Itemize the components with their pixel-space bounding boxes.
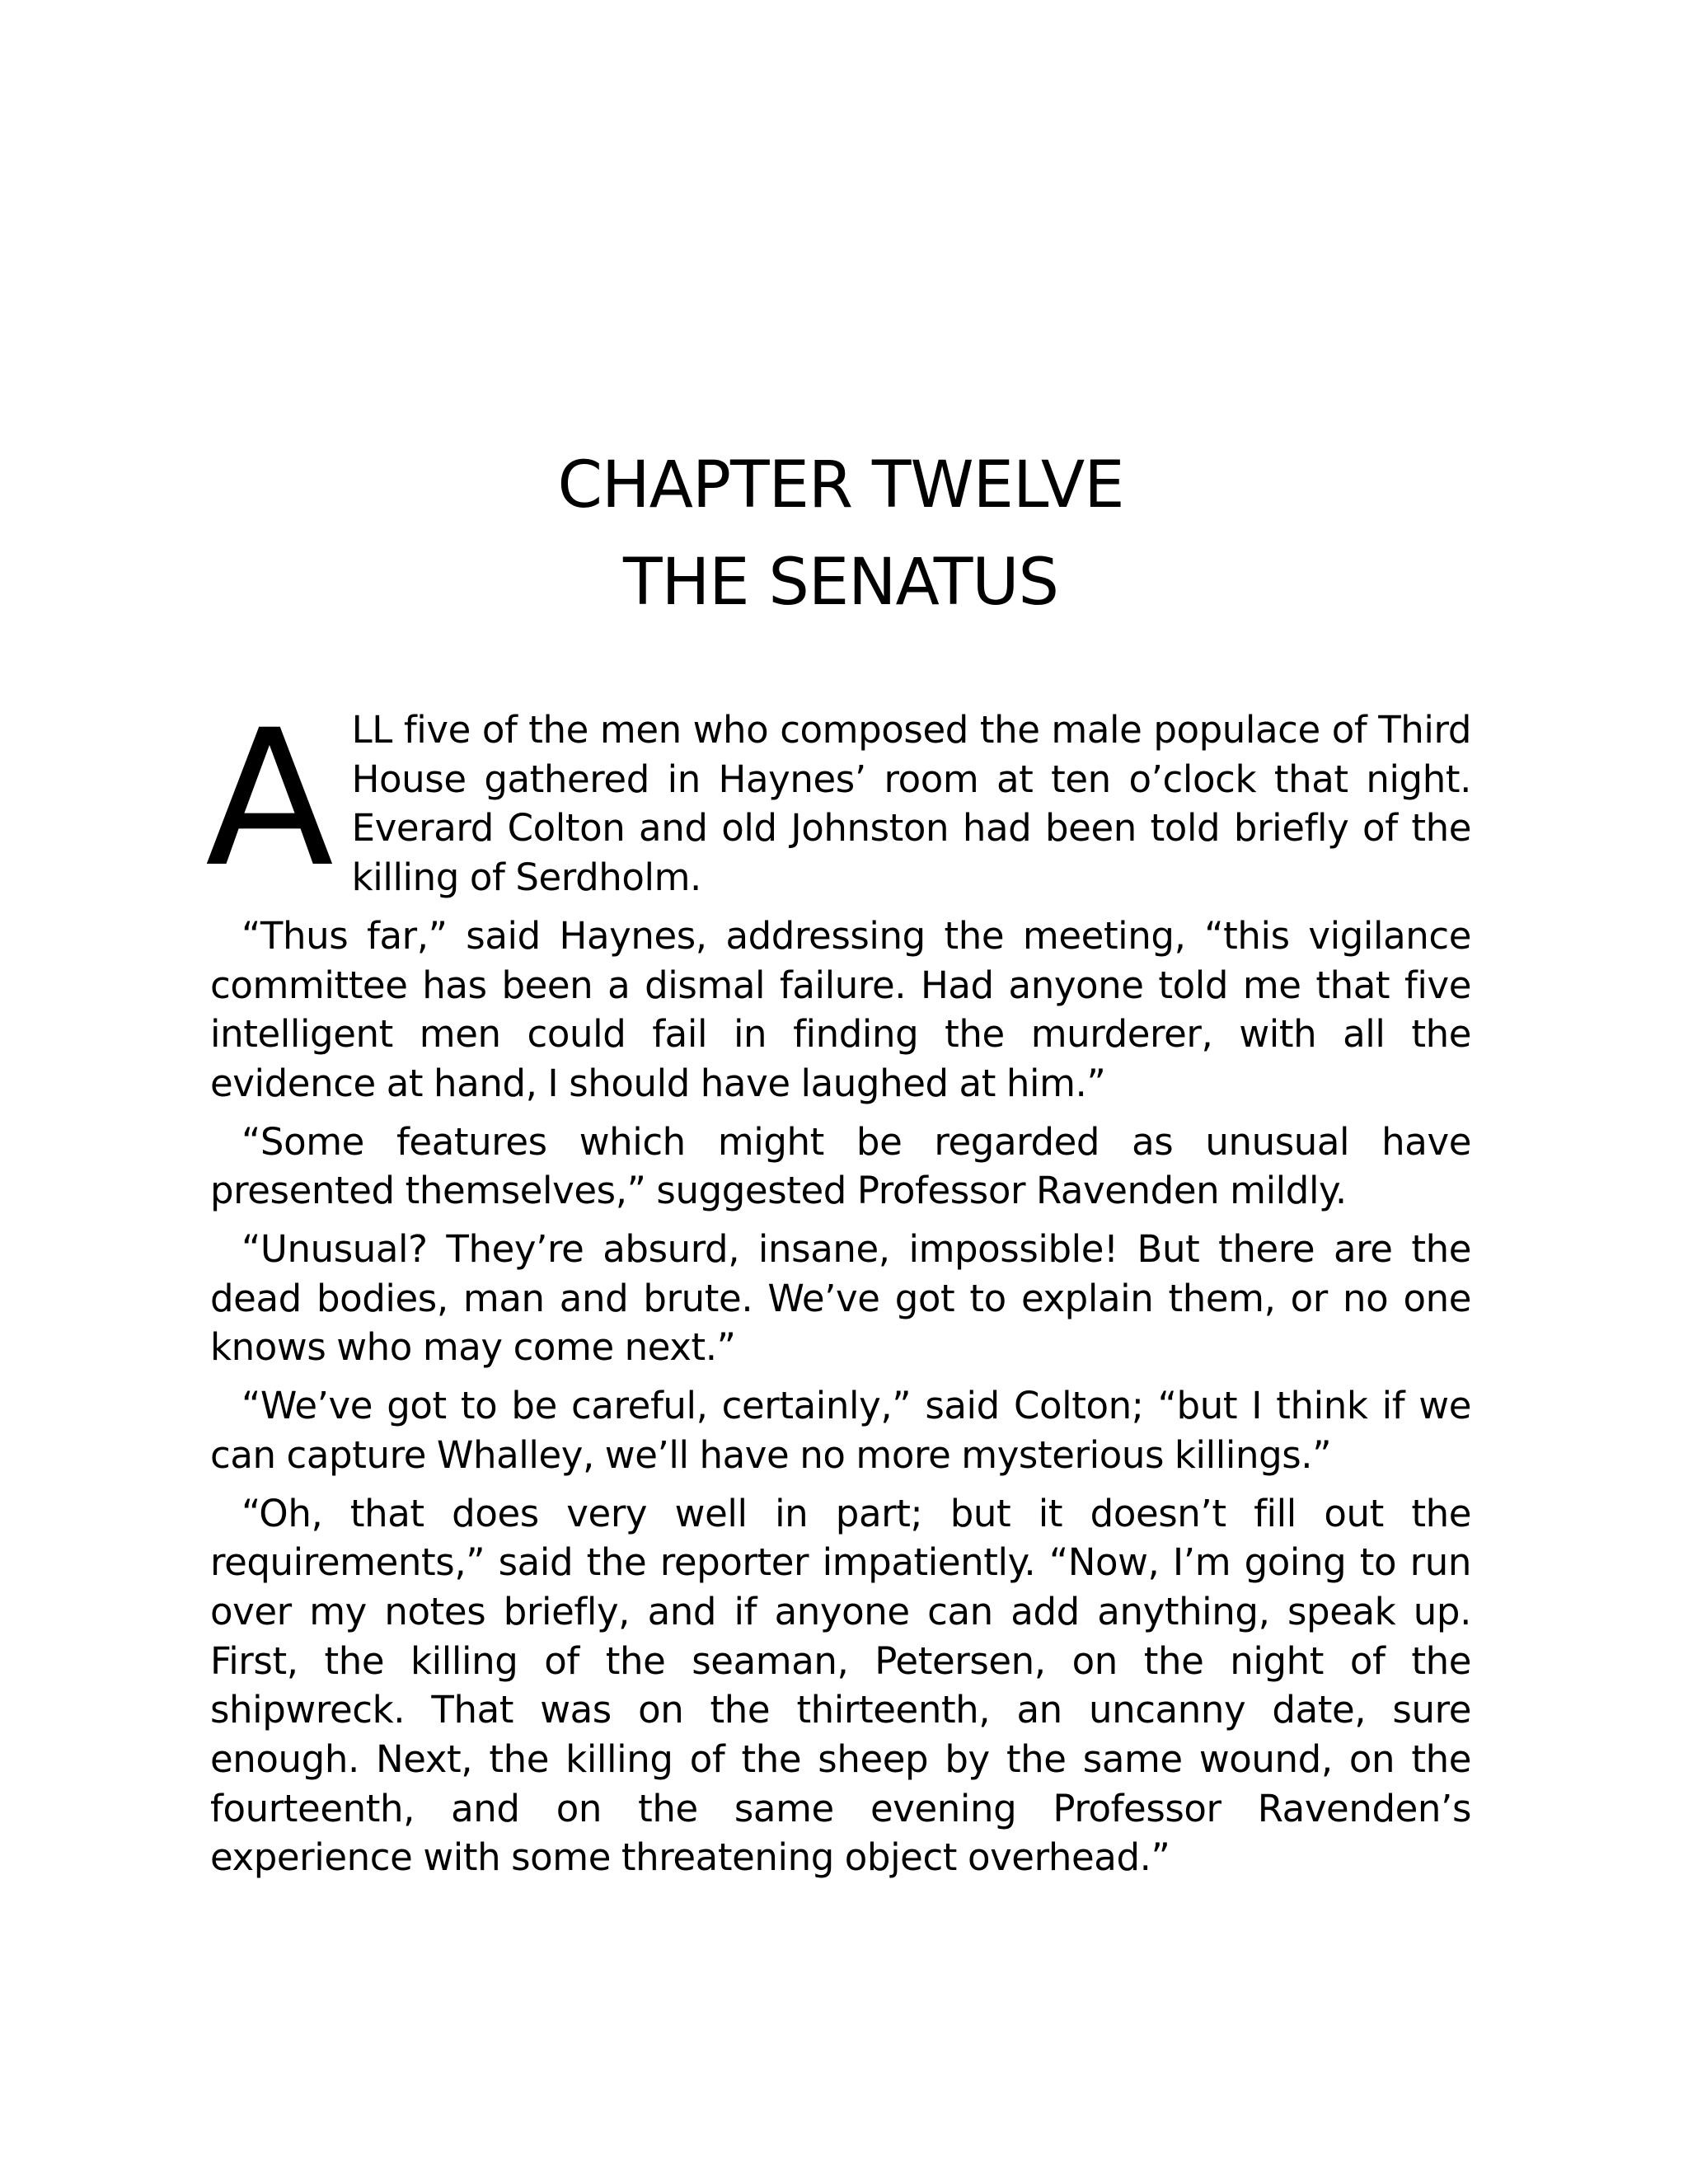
paragraph-1-text: LL five of the men who composed the male populace of Third House gathered in Haynes’ room at ten o’clock that night. Everard Colton and old Johnston had been told briefly of the killing of Serdholm. (351, 708, 1471, 900)
chapter-body (205, 689, 1471, 1891)
paragraph-1 (205, 689, 1471, 908)
paragraph-5: “We’ve got to be careful, certainly,” said Colton; “but I think if we can capture Whalley, we’ll have no more mysterious killings.” (210, 1384, 1471, 1477)
drop-cap: A (205, 689, 334, 908)
paragraph-6: “Oh, that does very well in part; but it doesn’t fill out the requirements,” said the reporter impatiently. “Now, I’m going to run over my notes briefly, and if anyone can add anything, speak up. First, the killing of the seaman, Petersen, on the night of the shipwreck. That was on the thirteenth, an uncanny date, sure enough. Next, the killing of the sheep by the same wound, on the fourteenth, and on the same evening Professor Ravenden’s experience with some threatening object overhead.” (210, 1491, 1471, 1880)
paragraph-4: “Unusual? They’re absurd, insane, impossible! But there are the dead bodies, man and brute. We’ve got to explain them, or no one knows who may come next.” (210, 1227, 1471, 1370)
chapter-title: CHAPTER TWELVE (557, 448, 1124, 523)
chapter-heading (210, 437, 1471, 631)
paragraph-2: “Thus far,” said Haynes, addressing the meeting, “this vigilance committee has been a dismal failure. Had anyone told me that five intelligent men could fail in finding the murderer, with all the evidence at hand, I should have laughed at him.” (210, 913, 1471, 1105)
chapter-subtitle: THE SENATUS (622, 546, 1059, 620)
book-page (205, 0, 1471, 2184)
paragraph-3: “Some features which might be regarded as unusual have presented themselves,” suggested Professor Ravenden mildly. (210, 1119, 1471, 1213)
